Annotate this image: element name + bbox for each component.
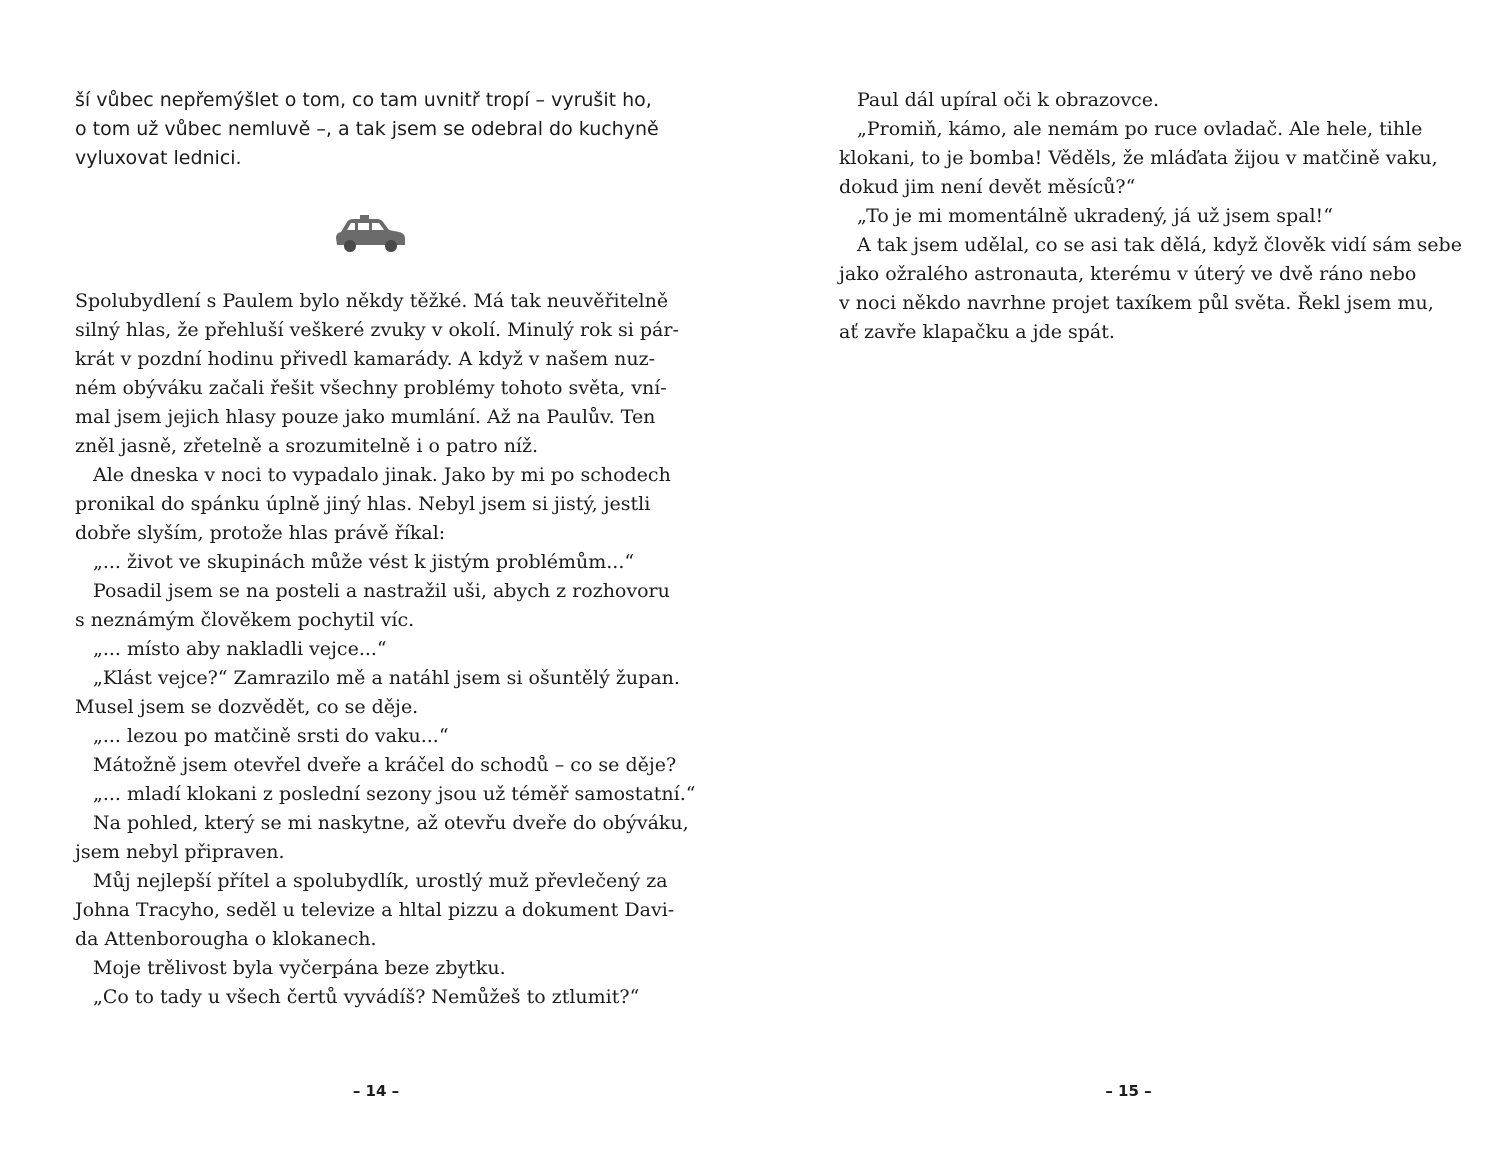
intro-line: o tom už vůbec nemluvě –, a tak jsem se odebral do kuchyně — [75, 118, 659, 140]
text-line: jako ožralého astronauta, kterému v úterý ve dvě ráno nebo — [839, 263, 1417, 285]
text-line: krát v pozdní hodinu přivedl kamarády. A když v našem nuz- — [75, 348, 656, 370]
text-line: s neznámým člověkem pochytil víc. — [75, 609, 415, 631]
intro-paragraph — [75, 86, 670, 173]
text-line: Ale dneska v noci to vypadalo jinak. Jako by mi po schodech — [93, 464, 671, 486]
intro-line: ší vůbec nepřemýšlet o tom, co tam uvnitř tropí – vyrušit ho, — [75, 89, 652, 111]
left-page — [0, 0, 752, 1163]
text-line: „... místo aby nakladli vejce...“ — [93, 638, 387, 660]
intro-line: vyluxovat lednici. — [75, 147, 242, 169]
right-page — [752, 0, 1505, 1163]
text-line: dokud jim není devět měsíců?“ — [839, 176, 1136, 198]
text-line: dobře slyším, protože hlas právě říkal: — [75, 522, 446, 544]
text-line: silný hlas, že přehluší veškeré zvuky v okolí. Minulý rok si pár- — [75, 319, 679, 341]
page-number-left: – 14 – — [352, 1082, 400, 1100]
text-line: Můj nejlepší přítel a spolubydlík, urostlý muž převlečený za — [93, 870, 668, 892]
text-line: Paul dál upíral oči k obrazovce. — [857, 89, 1160, 111]
text-line: mal jsem jejich hlasy pouze jako mumlání. Až na Paulův. Ten — [75, 406, 656, 428]
main-text-left — [75, 287, 696, 1012]
text-line: ať zavře klapačku a jde spát. — [839, 321, 1115, 343]
text-line: „... mladí klokani z poslední sezony jsou už téměř samostatní.“ — [93, 783, 696, 805]
text-line: ném obýváku začali řešit všechny problémy tohoto světa, vní- — [75, 377, 667, 399]
text-line: „To je mi momentálně ukradený, já už jsem spal!“ — [857, 205, 1333, 227]
text-line: „Promiň, kámo, ale nemám po ruce ovladač. Ale hele, tihle — [857, 118, 1423, 140]
text-line: Mátožně jsem otevřel dveře a kráčel do schodů – co se děje? — [93, 754, 677, 776]
car-icon — [333, 208, 407, 256]
page-number-right: – 15 – — [1105, 1082, 1152, 1100]
text-line: A tak jsem udělal, co se asi tak dělá, když člověk vidí sám sebe — [857, 234, 1462, 256]
text-line: Moje trělivost byla vyčerpána beze zbytku. — [93, 957, 506, 979]
text-line: „Klást vejce?“ Zamrazilo mě a natáhl jsem si ošuntělý župan. — [93, 667, 680, 689]
text-line: jsem nebyl připraven. — [75, 841, 285, 863]
text-line: zněl jasně, zřetelně a srozumitelně i o patro níž. — [75, 435, 539, 457]
text-line: Musel jsem se dozvědět, co se děje. — [75, 696, 419, 718]
text-line: „... život ve skupinách může vést k jistým problémům...“ — [93, 551, 635, 573]
text-line: „... lezou po matčině srsti do vaku...“ — [93, 725, 449, 747]
text-line: Posadil jsem se na posteli a nastražil uši, abych z rozhovoru — [93, 580, 670, 602]
text-line: Na pohled, který se mi naskytne, až otevřu dveře do obýváku, — [93, 812, 689, 834]
text-line: Johna Tracyho, seděl u televize a hltal pizzu a dokument Davi- — [75, 899, 675, 921]
text-line: Spolubydlení s Paulem bylo někdy těžké. Má tak neuvěřitelně — [75, 290, 669, 312]
text-line: da Attenborougha o klokanech. — [75, 928, 377, 950]
text-line: klokani, to je bomba! Věděls, že mláďata žijou v matčině vaku, — [839, 147, 1438, 169]
text-line: pronikal do spánku úplně jiný hlas. Nebyl jsem si jistý, jestli — [75, 493, 651, 515]
text-line: „Co to tady u všech čertů vyvádíš? Nemůžeš to ztlumit?“ — [93, 986, 640, 1008]
text-line: v noci někdo navrhne projet taxíkem půl světa. Řekl jsem mu, — [839, 292, 1434, 314]
main-text-right — [839, 86, 1462, 347]
